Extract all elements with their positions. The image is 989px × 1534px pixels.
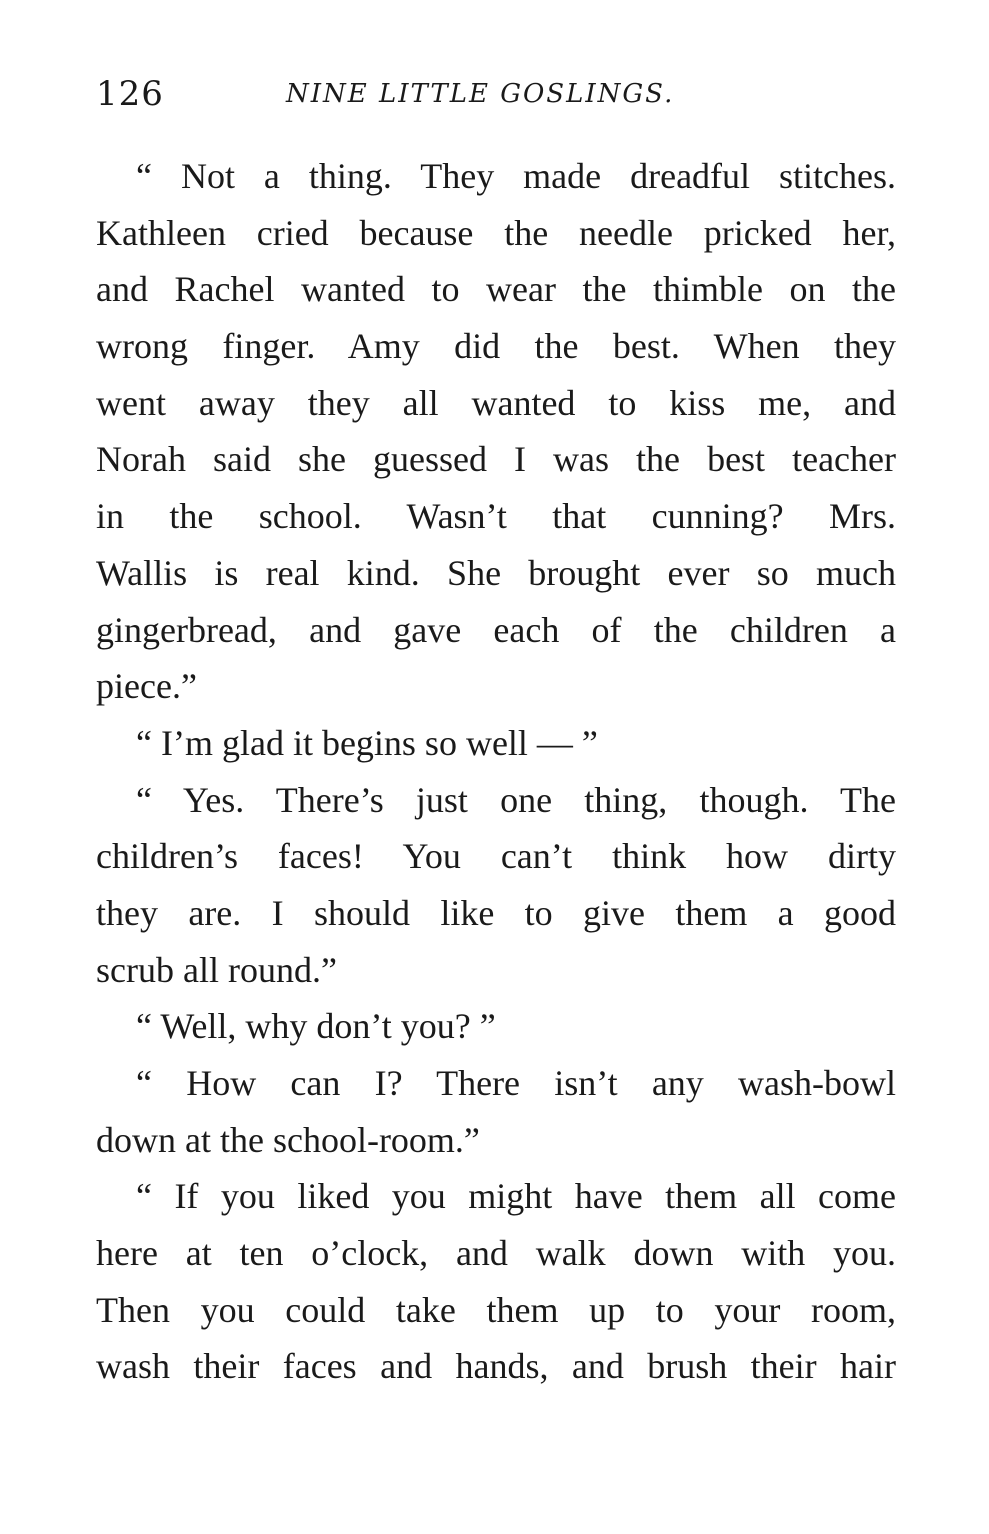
text-line: went away they all wanted to kiss me, and: [96, 382, 896, 423]
text-line: Kathleen cried because the needle pricked her,: [96, 212, 896, 253]
text-line: “ How can I? There isn’t any wash-bowl: [136, 1063, 896, 1103]
text-line: gingerbread, and gave each of the children a: [96, 609, 896, 650]
text-line: and Rachel wanted to wear the thimble on the: [96, 269, 896, 310]
text-line: they are. I should like to give them a good: [96, 892, 896, 933]
text-line: in the school. Wasn’t that cunning? Mrs.: [96, 496, 896, 537]
body-text: [96, 148, 896, 1395]
text-line: “ Yes. There’s just one thing, though. The: [136, 779, 896, 820]
text-line: here at ten o’clock, and walk down with you.: [96, 1233, 896, 1274]
text-line: wash their faces and hands, and brush their hair: [96, 1346, 896, 1387]
text-line: Then you could take them up to your room,: [96, 1289, 896, 1330]
running-title: NINE LITTLE GOSLINGS.: [286, 79, 675, 109]
page-number: 126: [96, 74, 164, 114]
text-line: “ Well, why don’t you? ”: [136, 1006, 496, 1047]
text-line: down at the school-room.”: [96, 1119, 480, 1160]
text-line: “ If you liked you might have them all come: [136, 1176, 896, 1217]
text-line: wrong finger. Amy did the best. When they: [96, 326, 896, 367]
text-line: Norah said she guessed I was the best teacher: [96, 439, 896, 480]
text-line: “ Not a thing. They made dreadful stitches.: [136, 156, 896, 196]
text-line: piece.”: [96, 666, 197, 707]
text-line: “ I’m glad it begins so well — ”: [136, 722, 598, 763]
text-line: scrub all round.”: [96, 949, 337, 990]
text-line: children’s faces! You can’t think how dirty: [96, 836, 896, 877]
page-header: [96, 70, 896, 118]
text-line: Wallis is real kind. She brought ever so much: [96, 552, 896, 593]
